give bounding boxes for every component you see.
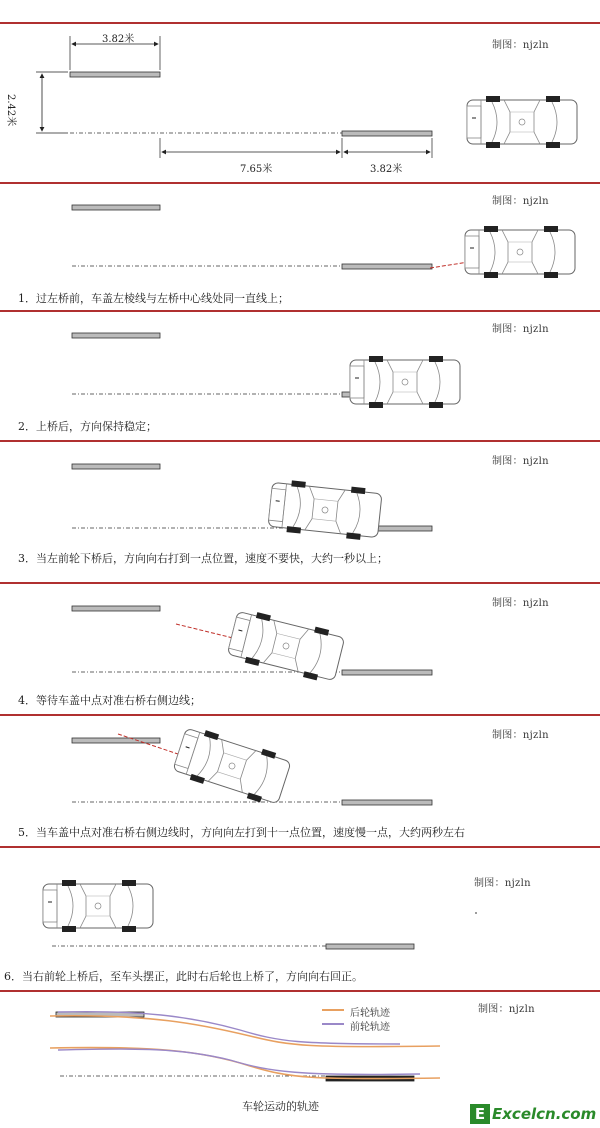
front-wheel-track <box>58 1049 420 1074</box>
car-icon <box>467 96 577 148</box>
credit-label: 制图：njzln <box>492 324 549 335</box>
legend-rear-label: 后轮轨迹 <box>350 1008 390 1019</box>
left-bridge <box>72 606 160 611</box>
car-icon <box>226 607 345 684</box>
credit-label: 制图：njzln <box>492 456 549 467</box>
credit-label: 制图：njzln <box>492 40 549 51</box>
dim-label-width: 3.82米 <box>102 34 135 45</box>
credit-label: 制图：njzln <box>478 1004 535 1015</box>
dim-label-width2: 3.82米 <box>370 164 403 175</box>
track-title: 车轮运动的轨迹 <box>242 1100 319 1113</box>
step-caption-1: 1．过左桥前，车盖左棱线与左桥中心线处同一直线上； <box>18 292 289 305</box>
car-icon <box>268 478 383 541</box>
car-icon <box>465 226 575 278</box>
panel-3 <box>72 464 432 542</box>
left-bridge <box>72 333 160 338</box>
logo-text: Excelcn.com <box>492 1105 597 1123</box>
panel-5 <box>72 724 432 807</box>
car-icon <box>43 880 153 932</box>
step-caption-3: 3．当左前轮下桥后，方向向右打到一点位置，速度不要快，大约一秒以上； <box>18 552 388 565</box>
dim-label-offset: 7.65米 <box>240 164 273 175</box>
right-bridge <box>342 264 432 269</box>
credit-label: 制图：njzln <box>492 730 549 741</box>
panel-6 <box>43 880 477 949</box>
car-icon <box>350 356 460 408</box>
step-caption-6: 6．当右前轮上桥后，至车头摆正，此时右后轮也上桥了，方向向右回正。 <box>4 970 363 983</box>
logo-mark: E <box>470 1104 490 1124</box>
panel-1 <box>72 205 575 278</box>
left-bridge <box>72 464 160 469</box>
step-caption-2: 2．上桥后，方向保持稳定； <box>18 420 157 433</box>
credit-label: 制图：njzln <box>492 196 549 207</box>
legend-front-label: 前轮轨迹 <box>350 1022 390 1033</box>
right-bridge <box>342 131 432 136</box>
right-bridge <box>326 944 414 949</box>
panel-4 <box>72 606 432 685</box>
right-bridge <box>342 800 432 805</box>
right-bridge <box>342 670 432 675</box>
car-icon <box>172 724 293 807</box>
panel-2 <box>72 333 460 408</box>
credit-label: 制图：njzln <box>492 598 549 609</box>
panel-7-tracks <box>50 1010 440 1081</box>
credit-label: 制图：njzln <box>474 878 531 889</box>
step-caption-4: 4．等待车盖中点对准右桥右侧边线； <box>18 694 201 707</box>
left-bridge <box>72 738 160 743</box>
step-caption-5: 5．当车盖中点对准右桥右侧边线时，方向向左打到十一点位置，速度慢一点，大约两秒左右 <box>18 826 465 839</box>
dim-label-gap: 2.42米 <box>5 94 16 127</box>
panel-0-dimensions <box>36 36 577 158</box>
left-bridge <box>72 205 160 210</box>
left-bridge <box>70 72 160 77</box>
